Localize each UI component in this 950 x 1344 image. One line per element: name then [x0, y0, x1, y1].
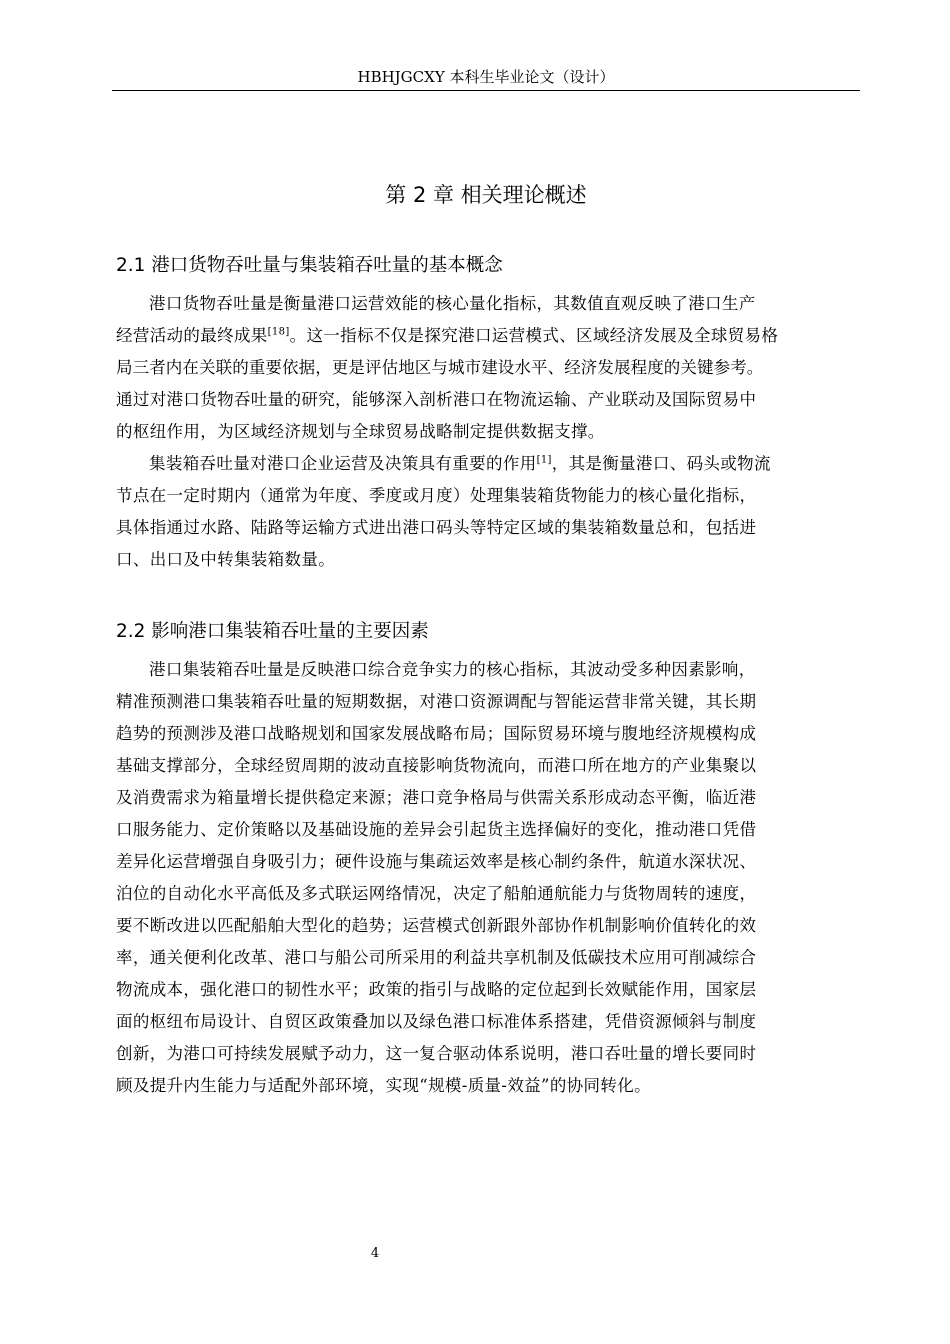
text-line: 港口货物吞吐量是衡量港口运营效能的核心量化指标，其数值直观反映了港口生产: [149, 294, 756, 313]
text-line: 顾及提升内生能力与适配外部环境，实现“规模-质量-效益”的协同转化。: [116, 1076, 651, 1095]
citation-ref: [18]: [267, 326, 290, 338]
text-line: 口服务能力、定价策略以及基础设施的差异会引起货主选择偏好的变化，推动港口凭借: [116, 820, 757, 839]
section-heading-2-2: 2.2 影响港口集装箱吞吐量的主要因素: [116, 621, 429, 642]
text-line: 物流成本，强化港口的韧性水平；政策的指引与战略的定位起到长效赋能作用，国家层: [116, 980, 757, 999]
text-line: 局三者内在关联的重要依据，更是评估地区与城市建设水平、经济发展程度的关键参考。: [116, 358, 764, 377]
text-line: [116, 448, 864, 480]
text-line: 通过对港口货物吞吐量的研究，能够深入剖析港口在物流运输、产业联动及国际贸易中: [116, 390, 757, 409]
text-line: 趋势的预测涉及港口战略规划和国家发展战略布局；国际贸易环境与腹地经济规模构成: [116, 724, 757, 743]
running-header-title: HBHJGCXY 本科生毕业论文（设计）: [357, 68, 615, 86]
text-line: 要不断改进以匹配船舶大型化的趋势；运营模式创新跟外部协作机制影响价值转化的效: [116, 916, 757, 935]
page-number: 4: [370, 1246, 380, 1261]
running-header: [112, 66, 860, 91]
text-line: 差异化运营增强自身吸引力；硬件设施与集疏运效率是核心制约条件，航道水深状况、: [116, 852, 757, 871]
text-line: 的枢纽作用，为区域经济规划与全球贸易战略制定提供数据支撑。: [116, 422, 605, 441]
text-line: 精准预测港口集装箱吞吐量的短期数据，对港口资源调配与智能运营非常关键，其长期: [116, 692, 757, 711]
citation-ref: [1]: [536, 454, 552, 466]
text-line: 具体指通过水路、陆路等运输方式进出港口码头等特定区域的集装箱数量总和，包括进: [116, 518, 757, 537]
text-line: 港口集装箱吞吐量是反映港口综合竞争实力的核心指标，其波动受多种因素影响，: [149, 660, 756, 679]
text-run: ，其是衡量港口、码头或物流: [551, 454, 771, 473]
text-run: 。这一指标不仅是探究港口运营模式、区域经济发展及全球贸易格: [289, 326, 779, 345]
text-line: 口、出口及中转集装箱数量。: [116, 550, 336, 569]
text-run: 集装箱吞吐量对港口企业运营及决策具有重要的作用: [149, 454, 537, 473]
text-line: 及消费需求为箱量增长提供稳定来源；港口竞争格局与供需关系形成动态平衡，临近港: [116, 788, 757, 807]
text-line: 面的枢纽布局设计、自贸区政策叠加以及绿色港口标准体系搭建，凭借资源倾斜与制度: [116, 1012, 757, 1031]
chapter-title: 第 2 章 相关理论概述: [385, 183, 587, 207]
text-line: 节点在一定时期内（通常为年度、季度或月度）处理集装箱货物能力的核心量化指标，: [116, 486, 757, 505]
paragraph-2-2-1: [116, 654, 864, 1102]
text-line: 泊位的自动化水平高低及多式联运网络情况，决定了船舶通航能力与货物周转的速度，: [116, 884, 757, 903]
text-run: 经营活动的最终成果: [116, 326, 268, 345]
text-line: 率，通关便利化改革、港口与船公司所采用的利益共享机制及低碳技术应用可削减综合: [116, 948, 757, 967]
section-heading-2-1: 2.1 港口货物吞吐量与集装箱吞吐量的基本概念: [116, 255, 503, 276]
text-line: 基础支撑部分，全球经贸周期的波动直接影响货物流向，而港口所在地方的产业集聚以: [116, 756, 757, 775]
paragraph-2-1-2: [116, 448, 864, 576]
text-line: [116, 320, 864, 352]
paragraph-2-1-1: [116, 288, 864, 448]
text-line: 创新，为港口可持续发展赋予动力，这一复合驱动体系说明，港口吞吐量的增长要同时: [116, 1044, 757, 1063]
